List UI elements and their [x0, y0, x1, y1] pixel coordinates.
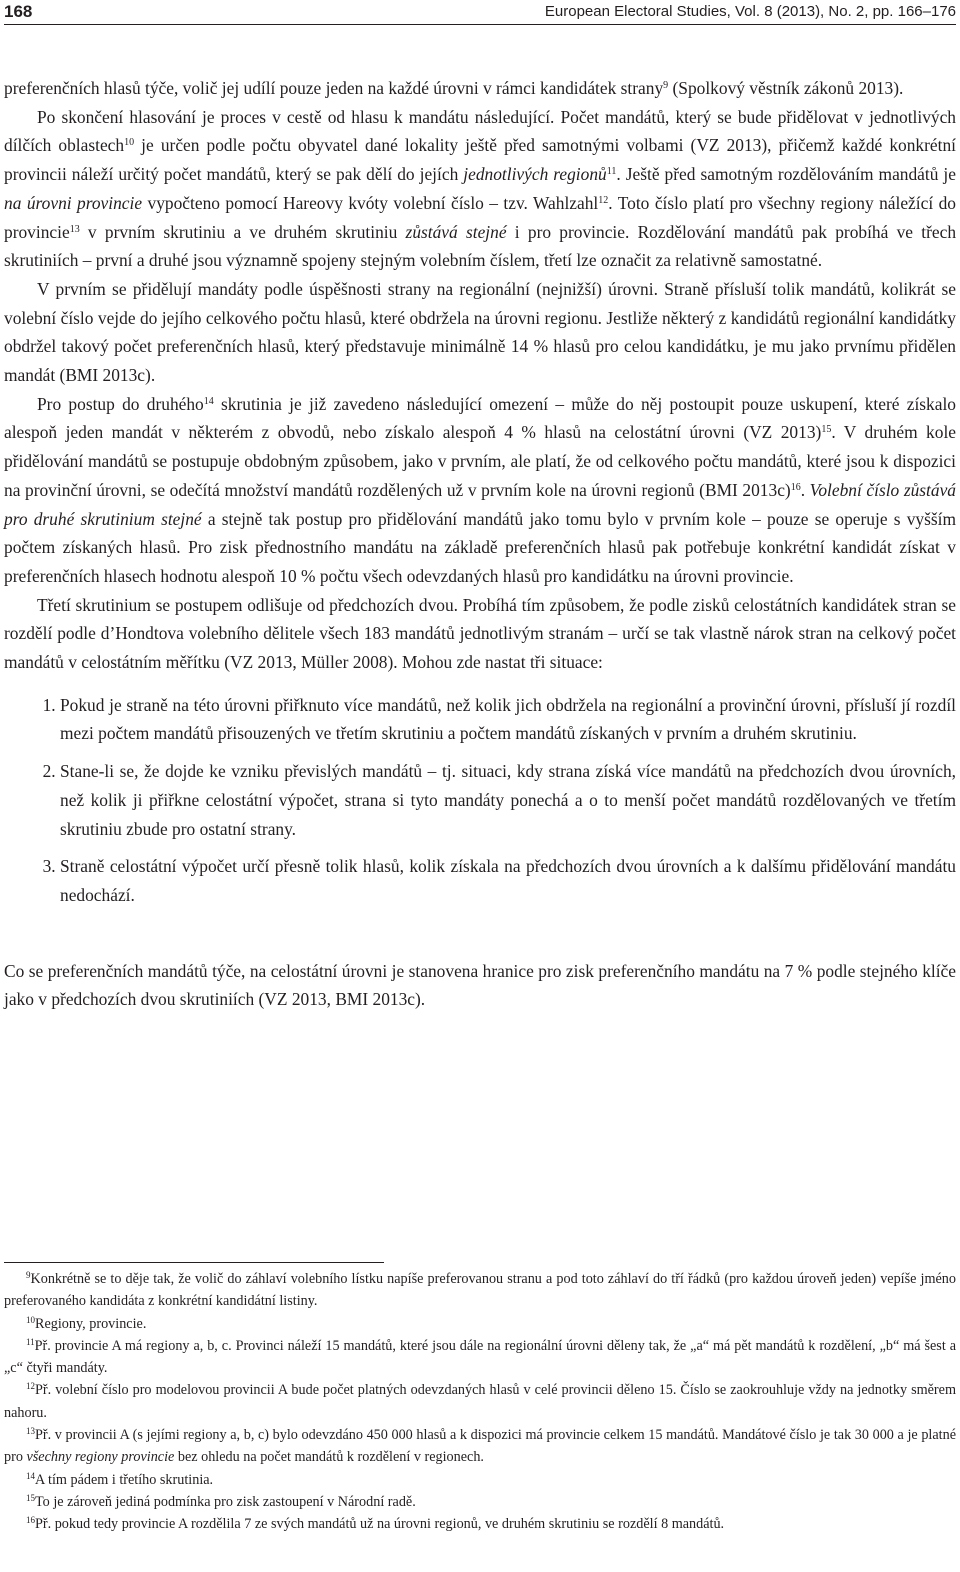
list-item: 3. Straně celostátní výpočet určí přesně tolik hlasů, kolik získala na předchozích dvou úrovních a k dalšímu přidělování mandátu nedochází. — [60, 852, 956, 909]
footnote-ref-12[interactable]: 12 — [598, 194, 609, 206]
footnote-text: Př. pokud tedy provincie A rozdělila 7 ze svých mandátů už na úrovni regionů, ve druhém skrutiniu se rozdělí 8 mandátů. — [35, 1516, 725, 1533]
footnote-number: 12 — [26, 1381, 35, 1392]
footnote-text: Př. volební číslo pro modelovou provincii A bude počet platných odevzdaných hlasů v celé provincii děleno 15. Číslo se zaokrouhluje vždy na jednotky směrem nahoru. — [4, 1382, 956, 1421]
footnote-ref-10[interactable]: 10 — [124, 137, 135, 149]
journal-citation: European Electoral Studies, Vol. 8 (2013), No. 2, pp. 166–176 — [544, 3, 956, 20]
text: Pro postup do druhého — [37, 393, 204, 414]
footnote-text: A tím pádem i třetího skrutinia. — [35, 1471, 214, 1488]
footnote-number: 10 — [26, 1314, 35, 1325]
footnote-text: bez ohledu na počet mandátů k rozdělení v regionech. — [174, 1449, 484, 1466]
footnote-number: 16 — [26, 1515, 35, 1526]
footnote-divider — [4, 1262, 384, 1263]
footnote-ref-9[interactable]: 9 — [663, 80, 669, 91]
footnote-14 — [4, 1469, 956, 1491]
paragraph-5: Třetí skrutinium se postupem odlišuje od předchozích dvou. Probíhá tím způsobem, že podle zisků celostátních kandidátek stran se rozdělí podle d’Hondtova volebního dělitele všech 183 mandátů jednotlivým stranám – určí se tak vlastně nárok stran na celkový počet mandátů v celostátním měřítku (VZ 2013, Müller 2008). Mohou zde nastat tři situace: — [4, 594, 956, 673]
text: Po skončení hlasování je proces v cestě od hlasu k mandátu následující. Počet mandátů, který se bude přidělovat v jednotlivých dílčích oblastech — [4, 106, 956, 156]
footnote-number: 9 — [26, 1270, 31, 1280]
footnote-text: Regiony, provincie. — [35, 1315, 147, 1332]
text: . Ještě před samotným rozdělováním mandátů je — [616, 164, 956, 185]
footnote-15 — [4, 1491, 956, 1513]
situations-list — [4, 691, 956, 910]
emphasis: všechny regiony provincie — [26, 1449, 175, 1466]
footnote-text: Př. v provincii A (s jejími regiony a, b, c) bylo odevzdáno 450 000 hlasů a k dispozici má provincie celkem 15 mandátů. Mandátové číslo je tak 30 000 a je platné pro — [4, 1427, 956, 1466]
text: je určen podle počtu obyvatel dané lokality ještě před samotnými volbami (VZ 2013), přičemž každé konkrétní provincii náleží určitý počet mandátů, který se pak dělí do jejích — [4, 135, 956, 185]
emphasis: zůstává stejné — [405, 221, 507, 242]
running-header — [4, 0, 956, 25]
footnote-16 — [4, 1513, 956, 1535]
paragraph-6: Co se preferenčních mandátů týče, na celostátní úrovni je stanovena hranice pro zisk preferenčního mandátu na 7 % podle stejného klíče jako v předchozích dvou skrutiniích (VZ 2013, BMI 2013c). — [4, 960, 956, 1010]
text: vypočteno pomocí Hareovy kvóty volební číslo – tzv. Wahlzahl — [142, 192, 599, 213]
footnote-9 — [4, 1268, 956, 1313]
footnote-ref-13[interactable]: 13 — [69, 223, 80, 235]
article-body — [4, 74, 956, 1014]
footnote-text: Př. provincie A má regiony a, b, c. Provinci náleží 15 mandátů, které jsou dále na regionální úrovni děleny tak, že „a“ má pět mandátů k rozdělení, „b“ má šest a „c“ čtyři mandáty. — [4, 1337, 956, 1377]
page-number: 168 — [4, 2, 33, 21]
emphasis: jednotlivých regionů — [463, 164, 607, 185]
text: i pro provincie. Rozdělování mandátů pak probíhá ve třech skrutiniích – první a druhé jsou významně spojeny stejným volebním číslem, třetí lze označit za relativně samostatné. — [4, 221, 957, 271]
footnote-ref-11[interactable]: 11 — [606, 166, 617, 178]
footnote-text: To je zároveň jediná podmínka pro zisk zastoupení v Národní radě. — [35, 1493, 416, 1510]
list-item: 2. Stane-li se, že dojde ke vzniku převislých mandátů – tj. situaci, kdy strana získá více mandátů na předchozích dvou úrovních, než kolik ji přiřkne celostátní výpočet, strana si tyto mandáty ponechá a o to menší počet mandátů rozdělovaných ve třetím skrutiniu zbude pro ostatní strany. — [60, 757, 956, 843]
paragraph-2 — [4, 103, 956, 275]
footnote-ref-14[interactable]: 14 — [203, 395, 214, 407]
paragraph-4 — [4, 390, 956, 591]
footnotes — [4, 1268, 956, 1536]
emphasis: na úrovni provincie — [4, 192, 143, 213]
paragraph-3: V prvním se přidělují mandáty podle úspěšnosti strany na regionální (nejnižší) úrovni. Straně přísluší tolik mandátů, kolikrát se volební číslo vejde do jejího celkového počtu hlasů, které obdržela na úrovni regionu. Jestliže některý z kandidátů regionální kandidátky obdržel takový počet preferenčních hlasů, který představuje minimálně 14 % hlasů pro celou kandidátku, je mu jako prvnímu přidělen mandát (BMI 2013c). — [4, 278, 956, 386]
paragraph-1 — [4, 74, 956, 103]
text: preferenčních hlasů týče, volič jej udílí pouze jeden na každé úrovni v rámci kandidátek strany — [4, 78, 664, 98]
text: . Toto číslo platí pro všechny regiony náležící do provincie — [4, 192, 956, 242]
text: . V druhém kole přidělování mandátů se postupuje obdobným způsobem, jako v prvním, ale platí, že od celkového počtu mandátů, které jsou k dispozici na provinční úrovni, se odečítá množství mandátů rozdělených už v prvním kole na úrovni regionů (BMI 2013c) — [4, 422, 956, 500]
text: . — [800, 479, 810, 500]
footnote-13 — [4, 1424, 956, 1469]
footnote-12 — [4, 1379, 956, 1424]
text: v prvním skrutiniu a ve druhém skrutiniu — [79, 221, 406, 242]
footnote-number: 14 — [26, 1470, 35, 1481]
list-item: 1. Pokud je straně na této úrovni přiřknuto více mandátů, než kolik jich obdržela na regionální a provinční úrovni, přísluší jí rozdíl mezi počtem mandátů přisouzených ve třetím skrutiniu a počtem mandátů získaných v prvním a druhém skrutiniu. — [60, 691, 956, 748]
footnote-10 — [4, 1313, 956, 1335]
footnote-ref-15[interactable]: 15 — [821, 424, 832, 436]
text: a stejně tak postup pro přidělování mandátů jako tomu bylo v prvním kole – pouze se operuje s vyšším počtem získaných hlasů. Pro zisk přednostního mandátu na základě preferenčních hlasů pak potřebuje konkrétní kandidát získat v preferenčních hlasech hodnotu alespoň 10 % počtu všech odevzdaných hlasů pro kandidátku na úrovni provincie. — [4, 508, 956, 586]
footnote-number: 11 — [26, 1336, 35, 1347]
text: skrutinia je již zavedeno následující omezení – může do něj postoupit pouze uskupení, které získalo alespoň jeden mandát v některém z obvodů, nebo získalo alespoň 4 % hlasů na celostátní úrovni (VZ 2013) — [4, 393, 956, 443]
footnote-text: Konkrétně se to děje tak, že volič do záhlaví volebního lístku napíše preferovanou stranu a pod toto záhlaví do tří řádků (pro každou úroveň jeden) vepíše jméno preferovaného kandidáta z konkrétní kandidátní listiny. — [4, 1271, 956, 1310]
footnote-number: 15 — [26, 1492, 35, 1503]
text: (Spolkový věstník zákonů 2013). — [668, 78, 904, 98]
footnote-ref-16[interactable]: 16 — [790, 481, 801, 493]
footnote-11 — [4, 1335, 956, 1380]
emphasis: Volební číslo zůstává pro druhé skrutinium stejné — [4, 479, 956, 529]
footnote-number: 13 — [26, 1426, 35, 1437]
